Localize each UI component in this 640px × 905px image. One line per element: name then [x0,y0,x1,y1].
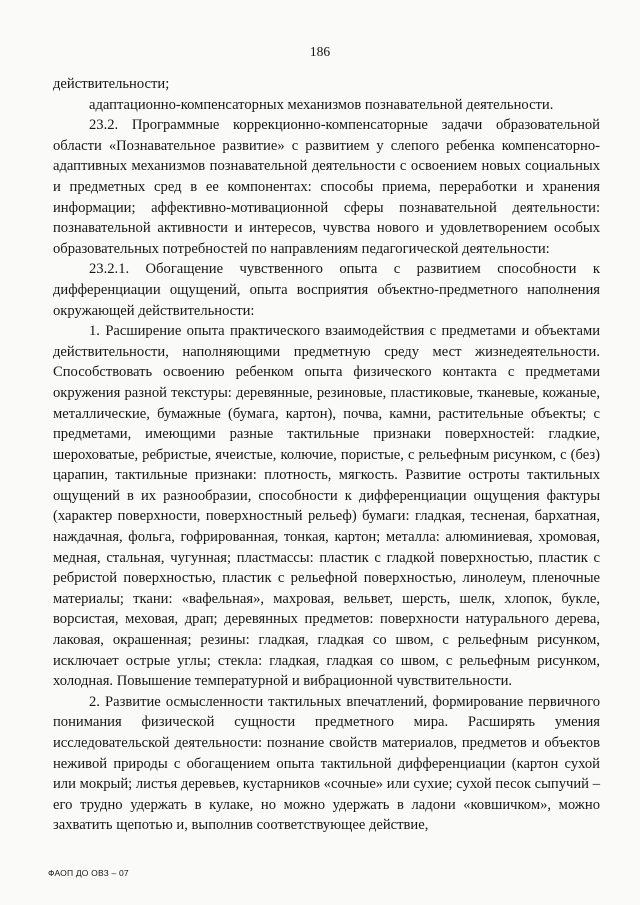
body-text [53,74,600,836]
footer-note: ФАОП ДО ОВЗ – 07 [48,868,129,878]
paragraph: действительности; [53,76,170,92]
paragraph: 1. Расширение опыта практического взаимодействия с предметами и объектами действительности, наполняющими предметную среду мест жизнедеятельности. Способствовать освоению ребенком опыта физического контакта с предметами окружения разной текстуры: деревянные, резиновые, пластиковые, тканевые, кожаные, металлические, бумажные (бумага, картон), почва, камни, растительные объекты; с предметами, имеющими разные тактильные признаки поверхностей: гладкие, шероховатые, ребристые, ячеистые, колючие, пористые, с рельефным рисунком, с (без) царапин, тактильные признаки: плотность, мягкость. Развитие остроты тактильных ощущений в их разнообразии, способности к дифференциации ощущения фактуры (характер поверхности, поверхностный рельеф) бумаги: гладкая, тесненая, бархатная, наждачная, фольга, гофрированная, тонкая, картон; металла: алюминиевая, хромовая, медная, стальная, чугунная; пластмассы: пластик с гладкой поверхностью, пластик с ребристой поверхностью, пластик с рельефной поверхностью, линолеум, пленочные материалы; ткани: «вафельная», махровая, вельвет, шерсть, шелк, хлопок, букле, ворсистая, меховая, драп; деревянных предметов: поверхности натурального дерева, лаковая, окрашенная; резины: гладкая, гладкая со швом, с рельефным рисунком, исключает острые углы; стекла: гладкая, гладкая со швом, с рельефным рисунком, холодная. Повышение температурной и вибрационной чувствительности. [53,323,600,690]
paragraph: 23.2.1. Обогащение чувственного опыта с развитием способности к дифференциации ощущений, опыта восприятия объектно-предметного наполнения окружающей действительности: [53,261,600,319]
page-number: 186 [309,44,331,59]
paragraph: 23.2. Программные коррекционно-компенсаторные задачи образовательной области «Познавательное развитие» с развитием у слепого ребенка компенсаторно-адаптивных механизмов познавательной деятельности с освоением новых социальных и предметных сред в ее компонентах: способы приема, переработки и хранения информации; аффективно-мотивационной сферы познавательной деятельности: познавательной активности и интересов, чувства нового и удовлетворением особых образовательных потребностей по направлениям педагогической деятельности: [53,117,600,257]
paragraph: 2. Развитие осмысленности тактильных впечатлений, формирование первичного понимания физической сущности предметного мира. Расширять умения исследовательской деятельности: познание свойств материалов, предметов и объектов неживой природы с обогащением опыта тактильной дифференциации (картон сухой или мокрый; листья деревьев, кустарников «сочные» или сухие; сухой песок сыпучий – его трудно удержать в кулаке, но можно удержать в ладони «ковшичком», можно захватить щепотью и, выполнив соответствующее действие, [53,693,600,834]
paragraph: адаптационно-компенсаторных механизмов познавательной деятельности. [89,96,554,113]
